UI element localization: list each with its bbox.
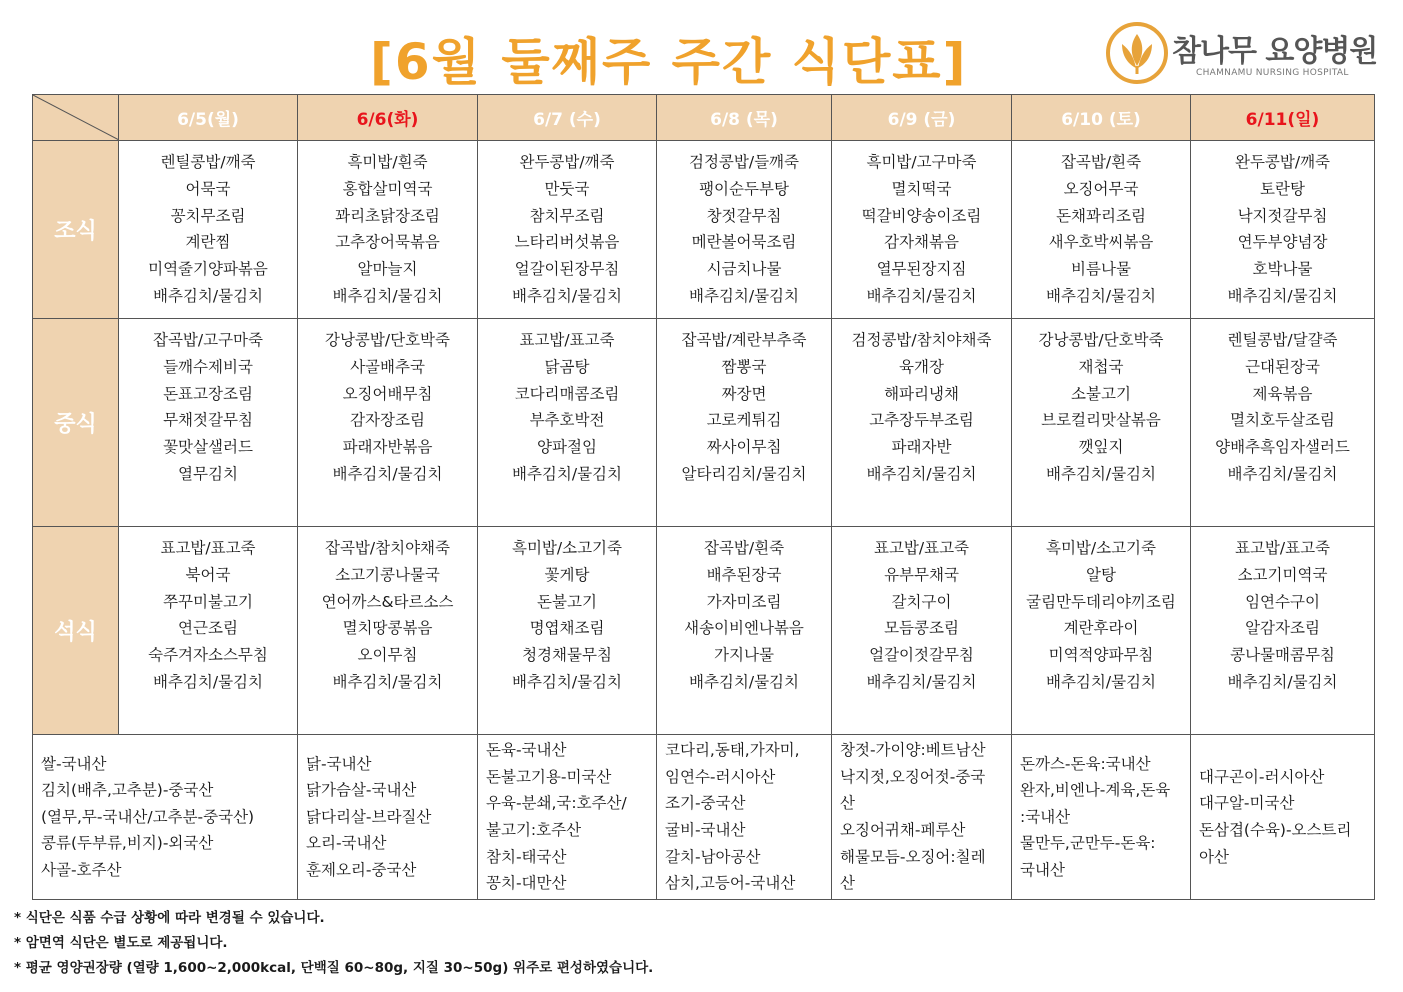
day-header: 6/5(월) xyxy=(119,95,298,141)
corner-cell xyxy=(33,95,119,141)
origin-line: 산 xyxy=(840,874,855,893)
menu-item: 흑미밥/흰죽 xyxy=(347,153,428,171)
menu-item: 꽃맛살샐러드 xyxy=(163,438,253,457)
menu-item: 굴림만두데리야끼조림 xyxy=(1026,592,1176,611)
menu-item: 검정콩밥/참치야채죽 xyxy=(851,331,992,349)
menu-item: 감자장조림 xyxy=(350,411,425,430)
origin-line: 훈제오리-중국산 xyxy=(306,860,417,879)
note-line: * 평균 영양권장량 (열량 1,600~2,000kcal, 단백질 60~80g, 지질 30~50g) 위주로 편성하였습니다. xyxy=(14,960,654,976)
menu-item: 들깨수제비국 xyxy=(163,357,253,376)
menu-item: 꽃게탕 xyxy=(544,565,590,584)
day-header: 6/7 (수) xyxy=(478,95,657,141)
origin-info-row xyxy=(33,735,1375,900)
menu-item: 새송이비엔나볶음 xyxy=(684,619,804,638)
menu-item: 콩나물매콤무침 xyxy=(1230,646,1335,665)
origin-line: 임연수-러시아산 xyxy=(665,767,776,786)
menu-cell xyxy=(298,319,478,527)
menu-item: 배추김치/물김치 xyxy=(1045,672,1157,691)
menu-item: 표고밥/표고죽 xyxy=(873,539,970,557)
origin-line: (열무,무-국내산/고추분-중국산) xyxy=(41,807,255,826)
menu-item: 검정콩밥/들깨죽 xyxy=(688,153,800,171)
menu-cell xyxy=(1191,527,1375,735)
menu-cell xyxy=(298,141,478,319)
menu-item: 시금치나물 xyxy=(706,260,782,279)
menu-item: 낙지젓갈무침 xyxy=(1237,206,1328,225)
menu-item: 배추된장국 xyxy=(706,565,782,584)
menu-item: 완두콩밥/깨죽 xyxy=(1234,153,1331,171)
day-header: 6/9 (금) xyxy=(832,95,1012,141)
menu-cell xyxy=(478,319,657,527)
menu-item: 배추김치/물김치 xyxy=(1227,672,1338,691)
date-header-row xyxy=(33,95,1375,141)
menu-item: 알탕 xyxy=(1086,565,1116,584)
menu-item: 고추장두부조림 xyxy=(869,411,974,430)
origin-line: 돈삼겹(수육)-오스트리 xyxy=(1199,821,1352,839)
menu-item: 배추김치/물김치 xyxy=(1227,286,1338,305)
origin-line: 대구곤이-러시아산 xyxy=(1199,767,1325,786)
menu-item: 배추김치/물김치 xyxy=(1045,286,1157,305)
menu-item: 가자미조림 xyxy=(706,592,782,611)
menu-cell xyxy=(478,141,657,319)
menu-item: 얼갈이젓갈무침 xyxy=(869,646,974,665)
menu-item: 배추김치/물김치 xyxy=(332,464,443,483)
menu-item: 닭곰탕 xyxy=(544,357,590,376)
menu-item: 가지나물 xyxy=(714,646,774,665)
menu-item: 소고기콩나물국 xyxy=(335,565,440,584)
menu-item: 표고밥/표고죽 xyxy=(160,539,256,557)
menu-item: 오징어무국 xyxy=(1063,179,1139,198)
menu-item: 비름나물 xyxy=(1071,260,1131,279)
menu-item: 연어까스&타르소스 xyxy=(321,592,454,611)
origin-line: 굴비-국내산 xyxy=(665,821,746,839)
origin-cell xyxy=(1012,735,1191,900)
origin-cell xyxy=(1191,735,1375,900)
menu-item: 계란후라이 xyxy=(1063,619,1139,638)
menu-item: 양배추흑임자샐러드 xyxy=(1215,438,1350,457)
menu-item: 짜장면 xyxy=(721,384,767,403)
origin-line: 코다리,동태,가자미, xyxy=(665,741,800,760)
menu-item: 육개장 xyxy=(899,357,944,376)
hospital-logo xyxy=(1106,22,1376,88)
menu-cell xyxy=(832,319,1012,527)
menu-cell xyxy=(1012,141,1191,319)
menu-item: 연두부양념장 xyxy=(1237,233,1328,252)
menu-cell xyxy=(298,527,478,735)
menu-item: 연근조림 xyxy=(178,619,238,638)
menu-item: 양파절임 xyxy=(537,438,597,457)
menu-item: 잡곡밥/참치야채죽 xyxy=(324,539,450,557)
menu-cell xyxy=(1012,319,1191,527)
origin-line: 불고기:호주산 xyxy=(486,821,582,839)
menu-item: 임연수구이 xyxy=(1245,592,1320,611)
origin-line: 사골-호주산 xyxy=(41,860,122,879)
menu-item: 제육볶음 xyxy=(1252,384,1313,403)
menu-item: 잡곡밥/흰죽 xyxy=(1060,153,1142,171)
menu-item: 렌틸콩밥/깨죽 xyxy=(160,153,256,171)
origin-line: 돈육-국내산 xyxy=(486,741,567,760)
origin-cell xyxy=(298,735,478,900)
menu-item: 알감자조림 xyxy=(1245,619,1320,638)
menu-cell xyxy=(478,527,657,735)
menu-item: 배추김치/물김치 xyxy=(511,464,623,483)
origin-cell xyxy=(657,735,832,900)
menu-item: 참치무조림 xyxy=(529,206,605,225)
origin-line: 낙지젓,오징어젓-중국 xyxy=(840,767,986,786)
menu-item: 근대된장국 xyxy=(1245,357,1320,376)
origin-line: 콩류(두부류,비지)-외국산 xyxy=(41,834,214,853)
menu-item: 짜사이무침 xyxy=(706,438,782,457)
menu-item: 만둣국 xyxy=(544,179,590,198)
origin-line: 돈까스-돈육:국내산 xyxy=(1020,754,1151,773)
meal-label: 석식 xyxy=(33,527,119,735)
origin-line: 완자,비엔나-계육,돈육 xyxy=(1020,781,1171,800)
diagonal-divider xyxy=(33,95,119,140)
menu-item: 부추호박전 xyxy=(529,411,605,430)
menu-item: 흑미밥/소고기죽 xyxy=(511,539,623,557)
origin-line: 닭가슴살-국내산 xyxy=(306,781,417,800)
menu-item: 오이무침 xyxy=(357,646,418,665)
menu-item: 완두콩밥/깨죽 xyxy=(519,153,615,171)
menu-item: 잡곡밥/고구마죽 xyxy=(152,331,264,349)
day-header: 6/6(화) xyxy=(298,95,478,141)
menu-item: 쭈꾸미불고기 xyxy=(163,592,253,611)
menu-item: 호박나물 xyxy=(1252,260,1313,279)
menu-item: 소고기미역국 xyxy=(1237,565,1328,584)
menu-item: 배추김치/물김치 xyxy=(866,672,977,691)
menu-item: 미역적양파무침 xyxy=(1048,646,1154,665)
menu-item: 흑미밥/소고기죽 xyxy=(1045,539,1157,557)
menu-item: 무채젓갈무침 xyxy=(163,411,253,430)
menu-item: 파래자반 xyxy=(891,438,952,457)
origin-line: 물만두,군만두-돈육: xyxy=(1020,834,1156,853)
menu-item: 알타리김치/물김치 xyxy=(681,464,807,483)
menu-item: 표고밥/표고죽 xyxy=(1234,539,1331,557)
menu-item: 돈불고기 xyxy=(537,592,597,611)
menu-cell xyxy=(657,319,832,527)
origin-line: 국내산 xyxy=(1020,860,1065,879)
origin-line: 삼치,고등어-국내산 xyxy=(665,874,796,893)
menu-item: 모듬콩조림 xyxy=(884,619,959,638)
menu-item: 깻잎지 xyxy=(1078,438,1124,457)
day-header: 6/8 (목) xyxy=(657,95,832,141)
menu-cell xyxy=(1012,527,1191,735)
menu-item: 창젓갈무침 xyxy=(706,206,782,225)
menu-item: 오징어배무침 xyxy=(342,384,433,403)
menu-cell xyxy=(832,141,1012,319)
origin-line: 오징어귀채-페루산 xyxy=(840,821,966,839)
menu-cell xyxy=(657,141,832,319)
menu-cell xyxy=(119,319,298,527)
menu-item: 배추김치/물김치 xyxy=(1227,464,1338,483)
page-title: [6월 둘째주 주간 식단표] xyxy=(370,33,968,91)
menu-item: 청경채물무침 xyxy=(522,646,612,665)
origin-line: 조기-중국산 xyxy=(665,794,746,813)
menu-item: 유부무채국 xyxy=(884,565,959,584)
meal-label: 조식 xyxy=(33,141,119,319)
meal-label: 중식 xyxy=(33,319,119,527)
origin-cell xyxy=(478,735,657,900)
breakfast-row xyxy=(33,141,1375,319)
origin-line: 돈불고기용-미국산 xyxy=(486,767,612,786)
menu-item: 흑미밥/고구마죽 xyxy=(866,153,977,171)
day-header: 6/11(일) xyxy=(1191,95,1375,141)
menu-item: 잡곡밥/흰죽 xyxy=(703,539,785,557)
hospital-name: 참나무 요양병원 xyxy=(1172,34,1378,69)
menu-item: 고로케튀김 xyxy=(706,411,782,430)
menu-item: 계란찜 xyxy=(185,233,231,252)
menu-item: 배추김치/물김치 xyxy=(152,672,264,691)
menu-item: 미역줄기양파볶음 xyxy=(148,260,268,279)
note-line: * 식단은 식품 수급 상황에 따라 변경될 수 있습니다. xyxy=(14,910,325,926)
menu-cell xyxy=(1191,319,1375,527)
notes-section xyxy=(14,906,1014,981)
menu-cell xyxy=(657,527,832,735)
origin-line: 아산 xyxy=(1199,847,1229,866)
menu-item: 배추김치/물김치 xyxy=(688,672,800,691)
menu-item: 멸치호두살조림 xyxy=(1230,411,1335,430)
origin-line: 닭-국내산 xyxy=(306,754,372,773)
menu-item: 배추김치/물김치 xyxy=(332,672,443,691)
menu-item: 갈치구이 xyxy=(891,592,952,611)
origin-line: 쌀-국내산 xyxy=(41,754,107,773)
menu-item: 메란볼어묵조림 xyxy=(691,233,797,252)
weekly-menu-table xyxy=(32,94,1375,900)
menu-item: 배추김치/물김치 xyxy=(332,286,443,305)
menu-item: 브로컬리맛살볶음 xyxy=(1041,411,1161,430)
menu-item: 꽁치무조림 xyxy=(170,206,246,225)
origin-line: 산 xyxy=(840,794,855,813)
menu-item: 재첩국 xyxy=(1078,357,1124,376)
menu-item: 배추김치/물김치 xyxy=(152,286,264,305)
origin-line: 해물모듬-오징어:칠레 xyxy=(840,847,986,866)
menu-item: 명엽채조림 xyxy=(529,619,605,638)
menu-item: 북어국 xyxy=(185,565,231,584)
origin-line: 오리-국내산 xyxy=(306,834,387,853)
menu-item: 강낭콩밥/단호박죽 xyxy=(1038,331,1164,349)
menu-item: 배추김치/물김치 xyxy=(511,672,623,691)
menu-item: 돈채꽈리조림 xyxy=(1056,206,1146,225)
origin-line: :국내산 xyxy=(1020,807,1071,826)
dinner-row xyxy=(33,527,1375,735)
menu-cell xyxy=(119,141,298,319)
note-line: * 암면역 식단은 별도로 제공됩니다. xyxy=(14,935,228,951)
menu-item: 표고밥/표고죽 xyxy=(519,331,615,349)
menu-item: 새우호박씨볶음 xyxy=(1048,233,1154,252)
origin-line: 갈치-남아공산 xyxy=(665,847,761,866)
origin-cell xyxy=(33,735,298,900)
menu-item: 느타리버섯볶음 xyxy=(514,233,620,252)
menu-item: 소불고기 xyxy=(1071,384,1131,403)
menu-item: 꽈리초닭장조림 xyxy=(335,206,440,225)
menu-item: 열무김치 xyxy=(178,464,238,483)
origin-line: 우육-분쇄,국:호주산/ xyxy=(486,794,627,813)
menu-item: 배추김치/물김치 xyxy=(1045,464,1157,483)
menu-item: 배추김치/물김치 xyxy=(511,286,623,305)
menu-item: 파래자반볶음 xyxy=(342,438,433,457)
lunch-row xyxy=(33,319,1375,527)
menu-item: 잡곡밥/계란부추죽 xyxy=(681,331,807,349)
menu-item: 렌틸콩밥/달걀죽 xyxy=(1227,331,1338,349)
origin-line: 창젓-가이양:베트남산 xyxy=(840,741,986,760)
origin-line: 참치-태국산 xyxy=(486,847,567,866)
hospital-english-name: CHAMNAMU NURSING HOSPITAL xyxy=(1196,68,1349,78)
menu-cell xyxy=(832,527,1012,735)
menu-item: 강낭콩밥/단호박죽 xyxy=(324,331,450,349)
menu-item: 해파리냉채 xyxy=(884,384,959,403)
menu-item: 토란탕 xyxy=(1260,179,1305,198)
menu-item: 떡갈비양송이조림 xyxy=(861,206,982,225)
menu-item: 코다리매콤조림 xyxy=(514,384,620,403)
menu-item: 열무된장지짐 xyxy=(876,260,967,279)
origin-line: 대구알-미국산 xyxy=(1199,794,1295,813)
menu-item: 얼갈이된장무침 xyxy=(514,260,620,279)
menu-cell xyxy=(1191,141,1375,319)
menu-item: 감자채볶음 xyxy=(884,233,959,252)
menu-item: 배추김치/물김치 xyxy=(866,464,977,483)
origin-line: 꽁치-대만산 xyxy=(486,874,567,893)
menu-item: 팽이순두부탕 xyxy=(699,179,789,198)
menu-item: 돈표고장조림 xyxy=(163,384,253,403)
menu-item: 어묵국 xyxy=(185,179,231,198)
menu-item: 홍합살미역국 xyxy=(342,179,433,198)
day-header: 6/10 (토) xyxy=(1012,95,1191,141)
menu-item: 고추장어묵볶음 xyxy=(335,233,440,252)
menu-item: 짬뽕국 xyxy=(721,357,767,376)
origin-line: 닭다리살-브라질산 xyxy=(306,807,432,826)
menu-item: 멸치땅콩볶음 xyxy=(342,619,433,638)
menu-item: 알마늘지 xyxy=(357,260,418,279)
menu-item: 배추김치/물김치 xyxy=(688,286,800,305)
origin-line: 김치(배추,고추분)-중국산 xyxy=(41,781,214,800)
menu-item: 멸치떡국 xyxy=(891,179,952,198)
menu-item: 사골배추국 xyxy=(350,357,425,376)
leaf-emblem-icon xyxy=(1106,22,1168,84)
menu-cell xyxy=(119,527,298,735)
origin-cell xyxy=(832,735,1012,900)
menu-item: 배추김치/물김치 xyxy=(866,286,977,305)
menu-item: 숙주겨자소스무침 xyxy=(148,646,268,665)
